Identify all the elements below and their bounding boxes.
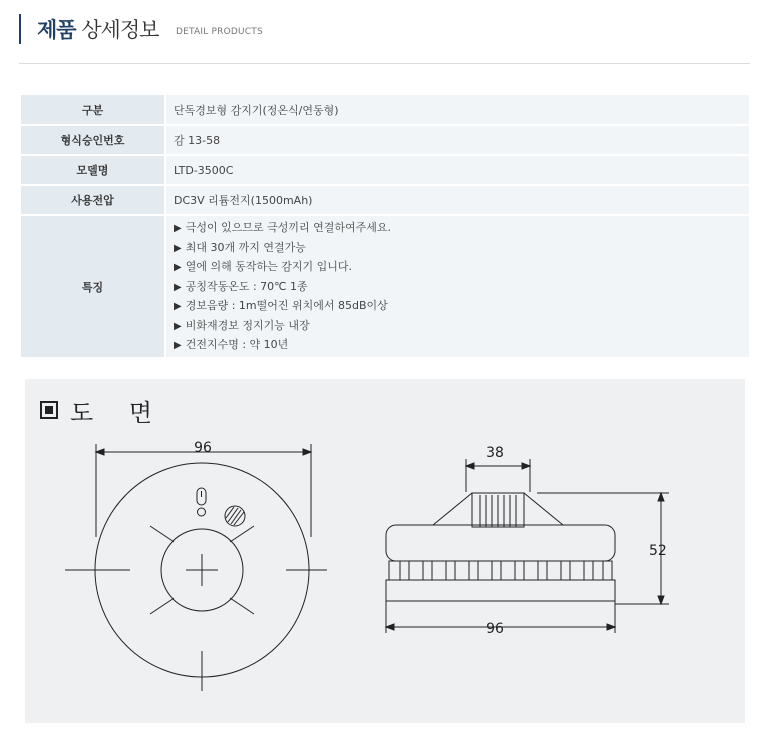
title-divider [19, 63, 750, 64]
bullet-arrow-icon: ▶ [174, 222, 182, 234]
feature-item: ▶ 비화재경보 정지기능 내장 [174, 318, 310, 332]
spec-key: 형식승인번호 [21, 125, 165, 155]
bullet-arrow-icon: ▶ [174, 301, 182, 313]
spec-key: 사용전압 [21, 185, 165, 215]
bullet-arrow-icon: ▶ [174, 340, 182, 352]
spec-value-features [165, 215, 749, 358]
page-title-bold: 제품 [37, 18, 76, 42]
spec-key: 특징 [21, 215, 165, 358]
front-width-label: 96 [194, 440, 212, 456]
spec-value: DC3V 리튬전지(1500mAh) [165, 185, 749, 215]
feature-item: ▶ 공칭작동온도 : 70℃ 1종 [174, 279, 308, 293]
bullet-arrow-icon: ▶ [174, 262, 182, 274]
feature-item: ▶ 최대 30개 까지 연결가능 [174, 240, 306, 254]
page-title-light: 상세정보 [81, 18, 159, 42]
front-view [65, 444, 327, 691]
spec-table [21, 95, 749, 359]
spec-value: 감 13-58 [165, 125, 749, 155]
spec-row [21, 125, 749, 155]
side-bottom-width-label: 96 [486, 621, 504, 637]
spec-value: LTD-3500C [165, 155, 749, 185]
bullet-arrow-icon: ▶ [174, 320, 182, 332]
side-top-width-label: 38 [486, 445, 504, 461]
spec-key: 모델명 [21, 155, 165, 185]
spec-row [21, 95, 749, 125]
page-title [37, 14, 158, 44]
spec-value: 단독경보형 감지기(정온식/연동형) [165, 95, 749, 125]
feature-item: ▶ 경보음량 : 1m떨어진 위치에서 85dB이상 [174, 299, 388, 313]
technical-drawing-panel [25, 379, 745, 723]
spec-row [21, 185, 749, 215]
page-subtitle: DETAIL PRODUCTS [176, 27, 263, 37]
spec-key: 구분 [21, 95, 165, 125]
spec-row-features [21, 215, 749, 358]
feature-item: ▶ 건전지수명 : 약 10년 [174, 338, 289, 352]
drawing-svg [25, 379, 745, 723]
title-accent-line [19, 14, 21, 44]
drawing-heading: 도 면 [40, 393, 166, 428]
bullet-arrow-icon: ▶ [174, 281, 182, 293]
bullet-arrow-icon: ▶ [174, 242, 182, 254]
page-title-bar [19, 12, 319, 44]
side-view [386, 459, 669, 633]
side-height-label: 52 [649, 543, 667, 559]
feature-list [174, 217, 749, 356]
spec-row [21, 155, 749, 185]
feature-item: ▶ 열에 의해 동작하는 감지기 입니다. [174, 260, 352, 274]
feature-item: ▶ 극성이 있으므로 극성끼리 연결하여주세요. [174, 220, 391, 234]
